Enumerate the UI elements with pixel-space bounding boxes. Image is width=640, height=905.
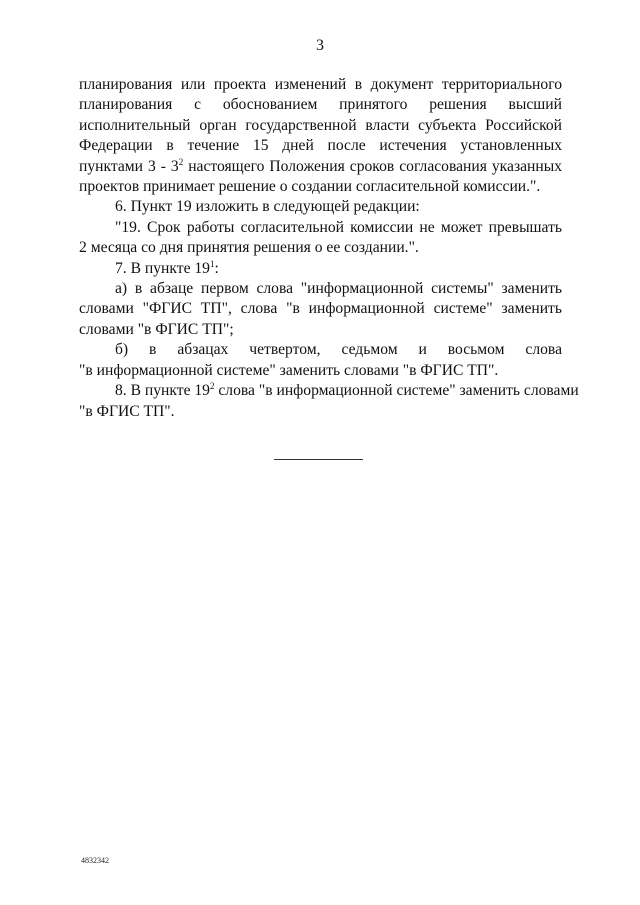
page-number: 3 bbox=[316, 37, 324, 54]
paragraph-item-7 bbox=[79, 259, 562, 279]
text-line bbox=[79, 259, 562, 279]
text-fragment: : bbox=[214, 259, 219, 277]
text-line: проектов принимает решение о создании согласительной комиссии.". bbox=[79, 178, 541, 196]
text-line: а) в абзаце первом слова "информационной системы" заменить bbox=[115, 280, 562, 298]
document-code: 4832342 bbox=[81, 856, 109, 865]
paragraph-continuation bbox=[79, 75, 562, 197]
text-line: б) в абзацах четвертом, седьмом и восьмом слова bbox=[115, 341, 562, 359]
text-line: исполнительный орган государственной власти субъекта Российской bbox=[79, 116, 562, 134]
paragraph-item-8 bbox=[79, 381, 579, 422]
text-fragment: настоящего Положения сроков согласования указанных bbox=[183, 157, 562, 175]
text-line: "в информационной системе" заменить словами "в ФГИС ТП". bbox=[79, 361, 499, 379]
paragraph-subitem-a bbox=[79, 279, 562, 340]
text-fragment: слова "в информационной системе" заменить словами bbox=[214, 382, 579, 400]
text-line bbox=[79, 157, 562, 177]
paragraph-subitem-b bbox=[79, 340, 562, 381]
text-line: "19. Срок работы согласительной комиссии не может превышать bbox=[115, 218, 562, 236]
text-fragment: пунктами 3 - 3 bbox=[79, 157, 179, 175]
text-line: словами "в ФГИС ТП"; bbox=[79, 320, 234, 338]
text-line: словами "ФГИС ТП", слова "в информационной системе" заменить bbox=[79, 300, 562, 318]
text-fragment: 8. В пункте 19 bbox=[115, 382, 210, 400]
text-line bbox=[79, 381, 579, 401]
text-line: "в ФГИС ТП". bbox=[79, 402, 175, 420]
paragraph-item-6 bbox=[79, 197, 562, 217]
text-line: Федерации в течение 15 дней после истечения установленных bbox=[79, 137, 562, 155]
superscript: 2 bbox=[178, 156, 184, 167]
end-divider bbox=[274, 459, 363, 460]
document-body bbox=[79, 75, 579, 422]
text-line: 2 месяца со дня принятия решения о ее создании.". bbox=[79, 239, 419, 257]
text-fragment: 7. В пункте 19 bbox=[115, 259, 210, 277]
text-line: 6. Пункт 19 изложить в следующей редакции: bbox=[115, 198, 420, 216]
superscript: 1 bbox=[209, 258, 215, 269]
paragraph-item-19-text bbox=[79, 218, 562, 259]
superscript: 2 bbox=[209, 381, 215, 392]
text-line: планирования с обоснованием принятого решения высший bbox=[79, 96, 562, 114]
text-line: планирования или проекта изменений в документ территориального bbox=[79, 76, 562, 93]
